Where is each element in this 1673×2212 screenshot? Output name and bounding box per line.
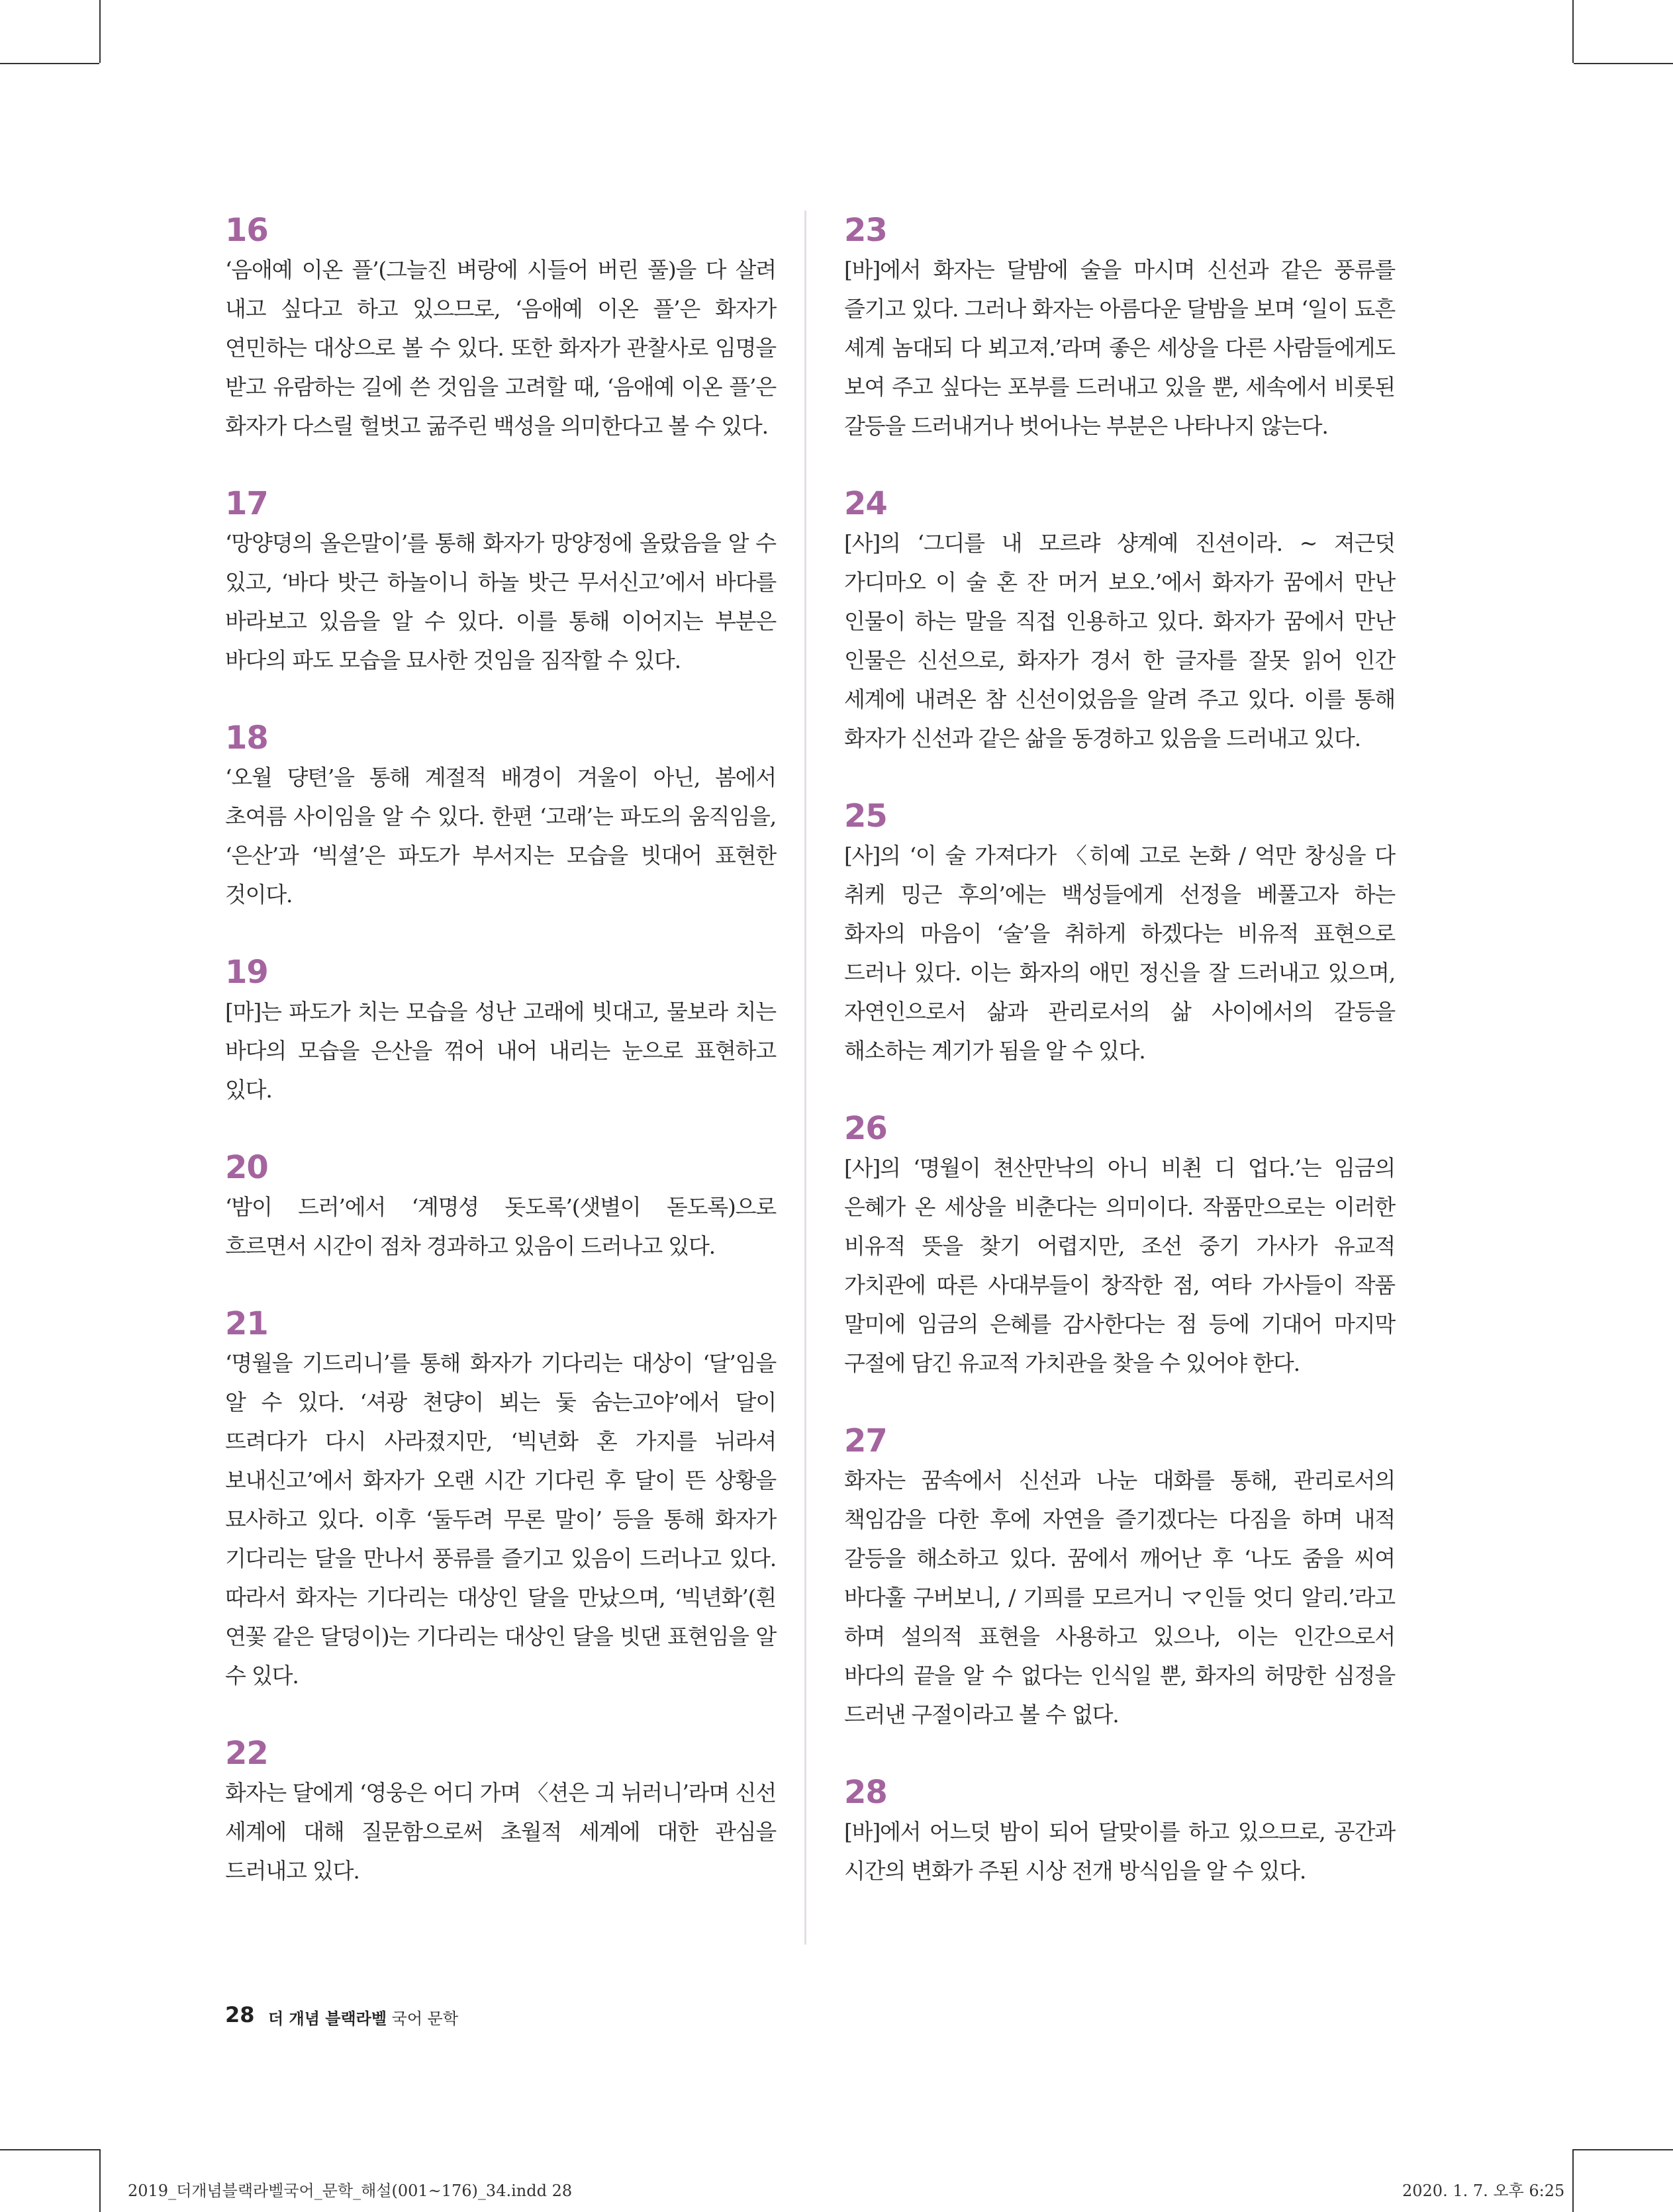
answer-text: [사]의 ‘명월이 쳔산만낙의 아니 비쵠 디 업다.’는 임금의 은혜가 온 세상을 비춘다는 의미이다. 작품만으로는 이러한 비유적 뜻을 찾기 어렵지만, 조선 중기 가사가 유교적 가치관에 따른 사대부들이 창작한 점, 여타 가사들이 작품 말미에 임금의 은혜를 감사한다는 점 등에 기대어 마지막 구절에 담긴 유교적 가치관을 찾을 수 있어야 한다. [844,1155,1395,1376]
answer-item [225,210,776,445]
answer-text: ‘밤이 드러’에서 ‘계명셩 돗도록’(샛별이 돋도록)으로 흐르면서 시간이 점차 경과하고 있음이 드러나고 있다. [225,1194,776,1259]
question-number: 20 [225,1149,268,1186]
answer-item [844,484,1395,758]
question-number: 22 [225,1735,268,1772]
answer-item [844,1421,1395,1734]
question-number: 25 [844,798,887,835]
book-title [268,2005,458,2029]
question-number: 26 [844,1110,887,1147]
book-subtitle: 국어 문학 [391,2009,459,2028]
slug-file-info: 2019_더개념블랙라벨국어_문학_해설(001~176)_34.indd 28 [128,2182,573,2200]
crop-mark [99,2149,101,2212]
right-column [844,210,1395,1890]
crop-mark [0,63,99,64]
answer-text: [사]의 ‘이 술 가져다가 〈히예 고로 논화 / 억만 창싱을 다 취케 밍근 후의’에는 백성들에게 선정을 베풀고자 하는 화자의 마음이 ‘술’을 취하게 하겠다는 비유적 표현으로 드러나 있다. 이는 화자의 애민 정신을 잘 드러내고 있으며, 자연인으로서 삶과 관리로서의 삶 사이에서의 갈등을 해소하는 계기가 됨을 알 수 있다. [844,843,1395,1064]
answer-item [225,484,776,680]
answer-text: 화자는 꿈속에서 신선과 나눈 대화를 통해, 관리로서의 책임감을 다한 후에 자연을 즐기겠다는 다짐을 하며 내적 갈등을 해소하고 있다. 꿈에서 깨어난 후 ‘나도 줌을 씨여 바다훌 구버보니, / 기픠를 모르거니 マ인들 엇디 알리.’라고 하며 설의적 표현을 사용하고 있으나, 이는 인간으로서 바다의 끝을 알 수 없다는 인식일 뿐, 화자의 허망한 심정을 드러낸 구절이라고 볼 수 없다. [844,1467,1395,1728]
crop-mark [99,0,101,63]
answer-item [844,796,1395,1070]
answer-item [225,1148,776,1266]
column-divider [804,210,806,1945]
crop-mark [0,2149,99,2150]
answer-text: ‘망양뎡의 올은말이’를 통해 화자가 망양정에 올랐음을 알 수 있고, ‘바다 밧근 하놀이니 하놀 밧근 무서신고’에서 바다를 바라보고 있음을 알 수 있다. 이를 통해 이어지는 부분은 바다의 파도 모습을 묘사한 것임을 짐작할 수 있다. [225,530,776,673]
question-number: 21 [225,1305,268,1342]
answer-text: [마]는 파도가 치는 모습을 성난 고래에 빗대고, 물보라 치는 바다의 모습을 은산을 꺾어 내어 내리는 눈으로 표현하고 있다. [225,999,776,1103]
answer-item [844,210,1395,445]
answer-item [844,1773,1395,1890]
crop-mark [1574,2149,1673,2150]
answer-item [225,952,776,1109]
question-number: 16 [225,212,268,249]
answer-item [225,1733,776,1890]
crop-mark [1572,2149,1574,2212]
answer-text: [사]의 ‘그디를 내 모르랴 샹계예 진션이라. ~ 져근덧 가디마오 이 술 혼 잔 머거 보오.’에서 화자가 꿈에서 만난 인물이 하는 말을 직접 인용하고 있다. 화자가 꿈에서 만난 인물은 신선으로, 화자가 경서 한 글자를 잘못 읽어 인간 세계에 내려온 참 신선이었음을 알려 주고 있다. 이를 통해 화자가 신선과 같은 삶을 동경하고 있음을 드러내고 있다. [844,530,1395,751]
question-number: 27 [844,1422,887,1459]
slug-timestamp: 2020. 1. 7. 오후 6:25 [1402,2182,1565,2200]
answer-item [225,1304,776,1695]
question-number: 23 [844,212,887,249]
crop-mark [1572,0,1574,63]
answer-text: ‘음애예 이온 플’(그늘진 벼랑에 시들어 버린 풀)을 다 살려 내고 싶다고 하고 있으므로, ‘음애예 이온 플’은 화자가 연민하는 대상으로 볼 수 있다. 또한 화자가 관찰사로 임명을 받고 유람하는 길에 쓴 것임을 고려할 때, ‘음애예 이온 플’은 화자가 다스릴 헐벗고 굶주린 백성을 의미한다고 볼 수 있다. [225,257,776,439]
book-title-bold: 더 개념 블랙라벨 [268,2009,387,2028]
answer-text: ‘명월을 기드리니’를 통해 화자가 기다리는 대상이 ‘달’임을 알 수 있다. ‘셔광 쳔댱이 뵈는 둧 숨는고야’에서 달이 뜨려다가 다시 사라졌지만, ‘빅년화 혼 가지를 뉘라셔 보내신고’에서 화자가 오랜 시간 기다린 후 달이 뜬 상황을 묘사하고 있다. 이후 ‘둘두려 무론 말이’ 등을 통해 화자가 기다리는 달을 만나서 풍류를 즐기고 있음이 드러나고 있다. 따라서 화자는 기다리는 대상인 달을 만났으며, ‘빅년화’(흰 연꽃 같은 달덩이)는 기다리는 대상인 달을 빗댄 표현임을 알 수 있다. [225,1350,776,1688]
answer-text: ‘오월 댱텬’을 통해 계절적 배경이 겨울이 아닌, 봄에서 초여름 사이임을 알 수 있다. 한편 ‘고래’는 파도의 움직임을, ‘은산’과 ‘빅셜’은 파도가 부서지는 모습을 빗대어 표현한 것이다. [225,764,776,907]
crop-mark [1574,63,1673,64]
question-number: 18 [225,719,268,757]
left-column [225,210,776,1890]
question-number: 28 [844,1774,887,1811]
answer-text: 화자는 달에게 ‘영웅은 어디 가며 〈션은 긔 뉘러니’라며 신선 세계에 대해 질문함으로써 초월적 세계에 대한 관심을 드러내고 있다. [225,1780,776,1884]
answer-item [225,718,776,914]
answer-item [844,1109,1395,1383]
question-number: 19 [225,954,268,991]
answer-text: [바]에서 어느덧 밤이 되어 달맞이를 하고 있으므로, 공간과 시간의 변화가 주된 시상 전개 방식임을 알 수 있다. [844,1819,1395,1884]
question-number: 17 [225,485,268,522]
question-number: 24 [844,485,887,522]
page-number: 28 [225,2002,255,2027]
answer-text: [바]에서 화자는 달밤에 술을 마시며 신선과 같은 풍류를 즐기고 있다. 그러나 화자는 아름다운 달밤을 보며 ‘일이 됴흔 셰계 놈대되 다 뵈고져.’라며 좋은 세상을 다른 사람들에게도 보여 주고 싶다는 포부를 드러내고 있을 뿐, 세속에서 비롯된 갈등을 드러내거나 벗어나는 부분은 나타나지 않는다. [844,257,1395,439]
